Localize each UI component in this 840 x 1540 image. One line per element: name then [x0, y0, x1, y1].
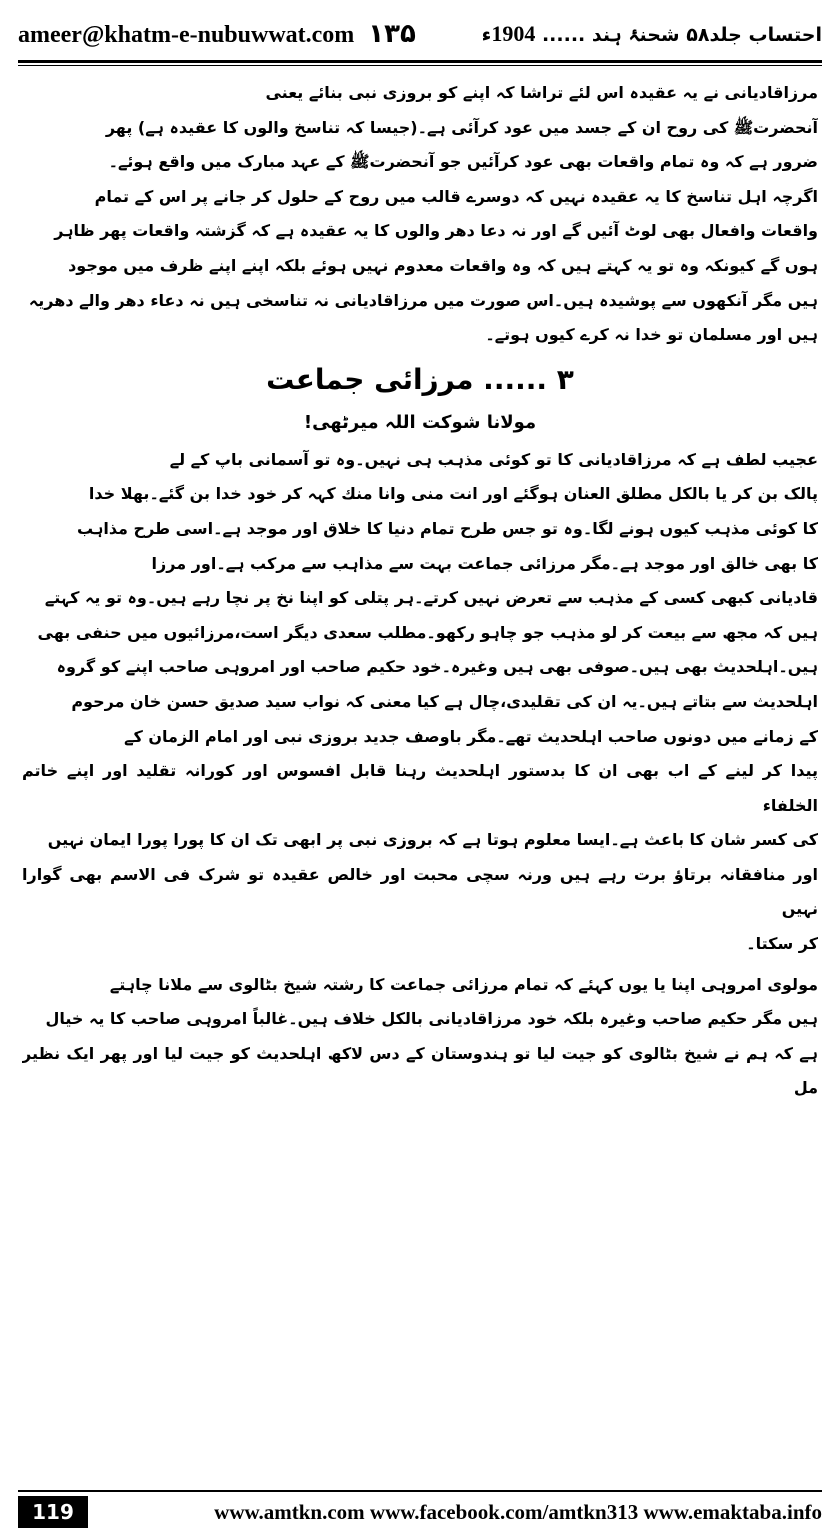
section-heading: ۳ ...... مرزائی جماعت: [266, 362, 574, 396]
text-line: قادیانی کبھی کسی کے مذہب سے تعرض نہیں کرتے۔ہر پتلی کو اپنا نخ پر نچا رہے ہیں۔وہ تو یہ کہتے: [44, 588, 818, 608]
text-line: عجیب لطف ہے کہ مرزاقادیانی کا تو کوئی مذہب ہی نہیں۔وہ تو آسمانی باپ کے لے: [169, 449, 818, 469]
footer-page-number: 119: [18, 1496, 88, 1528]
text-line: ہیں مگر حکیم صاحب وغیرہ بلکہ خود مرزاقادیانی بالکل خلاف ہیں۔غالباً امروہی صاحب کا یہ خیال: [45, 1009, 818, 1029]
text-line: اگرچہ اہل تناسخ کا یہ عقیدہ نہیں کہ دوسرے قالب میں روح کے حلول کر جانے پر اس کے تمام: [94, 186, 818, 206]
paragraph-3: [22, 968, 818, 1106]
text-line: مولوی امروہی اپنا یا یوں کہئے کہ تمام مرزائی جماعت کا رشتہ شیخ بٹالوی سے ملانا چاہتے: [109, 974, 818, 994]
header-left: [18, 19, 416, 49]
header-year-suffix: ء: [481, 24, 492, 46]
header-rule-thick: [18, 60, 822, 63]
text-line: ہوں گے کیونکہ وہ تو یہ کہتے ہیں کہ وہ واقعات معدوم نہیں ہوئے بلکہ اپنے اپنے ظرف میں موجود: [68, 255, 818, 275]
header-page-number: ۱۳۵: [368, 19, 416, 49]
text-line: کے زمانے میں دونوں صاحب اہلحدیث تھے۔مگر باوصف جدید بروزی نبی اور امام الزمان کے: [124, 726, 818, 746]
header-email: ameer@khatm-e-nubuwwat.com: [18, 22, 355, 48]
footer-rule: [18, 1490, 822, 1492]
text-line: کر سکتا۔: [746, 934, 818, 954]
text-line: ہے کہ ہم نے شیخ بٹالوی کو جیت لیا تو ہندوستان کے دس لاکھ اہلحدیث کو جیت لیا اور پھر ایک نظیر مل: [22, 1043, 818, 1098]
text-line: ہیں اور مسلمان تو خدا نہ کرے کیوں ہوتے۔: [485, 325, 818, 345]
header-book-title: [482, 21, 822, 47]
footer-urls: www.amtkn.com www.facebook.com/amtkn313 www.emaktaba.info: [214, 1499, 822, 1524]
section-author: مولانا شوکت اللہ میرٹھی!: [303, 411, 537, 433]
header-title: احتساب جلد۵۸ شحنۂ ہند ......: [535, 24, 822, 46]
paragraph-2: [22, 443, 818, 962]
page-header: [18, 14, 822, 54]
text-line: ہیں مگر آنکھوں سے پوشیدہ ہیں۔اس صورت میں مرزاقادیانی نہ تناسخی ہیں نہ دعاء دھر والے دھریہ: [28, 290, 818, 310]
text-line: واقعات وافعال بھی لوٹ آئیں گے اور نہ دعا دھر والوں کا یہ عقیدہ ہے کہ گزشتہ واقعات پھر ظاہر: [54, 221, 818, 241]
text-line: کی کسر شان کا باعث ہے۔ایسا معلوم ہوتا ہے کہ بروزی نبی پر ابھی تک ان کا پورا پورا ایمان نہیں: [47, 830, 818, 850]
header-rule-thin: [18, 65, 822, 66]
page-body: [22, 76, 818, 1456]
text-line: پالک بن کر یا بالکل مطلق العنان ہوگئے اور انت منی وانا منك کہہ کر خود خدا بن گئے۔بھلا خدا: [88, 484, 818, 504]
header-year: 1904: [491, 21, 536, 46]
text-line: ہیں کہ مجھ سے بیعت کر لو مذہب جو چاہو رکھو۔مطلب سعدی دیگر است،مرزائیوں میں حنفی بھی: [37, 622, 818, 642]
text-line: مرزاقادیانی نے یہ عقیدہ اس لئے تراشا کہ اپنے کو بروزی نبی بنائے یعنی: [265, 83, 818, 102]
text-line: پیدا کر لینے کے اب بھی ان کا بدستور اہلحدیث رہنا قابل افسوس اور کورانہ تقلید اور اپنے خاتم الخلفاء: [22, 761, 818, 815]
text-line: کا کوئی مذہب کیوں ہونے لگا۔وہ تو جس طرح تمام دنیا کا خلاق اور موجد ہے۔اسی طرح مذاہب: [77, 518, 818, 538]
text-line: ضرور ہے کہ وہ تمام واقعات بھی عود کرآئیں جو آنحضرتﷺ کے عہد مبارک میں واقع ہوئے۔: [108, 152, 818, 172]
text-line: آنحضرتﷺ کی روح ان کے جسد میں عود کرآئی ہے۔(جیسا کہ تناسخ والوں کا عقیدہ ہے) پھر: [105, 117, 818, 137]
paragraph-1: [22, 76, 818, 353]
text-line: ہیں۔اہلحدیث بھی ہیں۔صوفی بھی ہیں وغیرہ۔خود حکیم صاحب اور امروہی صاحب اپنے کو گروہ: [56, 657, 818, 677]
text-line: اہلحدیث سے بتاتے ہیں۔یہ ان کی تقلیدی،چال ہے کیا معنی کہ نواب سید صدیق حسن خان مرحوم: [71, 691, 818, 711]
text-line: کا بھی خالق اور موجد ہے۔مگر مرزائی جماعت بہت سے مذاہب سے مرکب ہے۔اور مرزا: [151, 553, 818, 573]
text-line: اور منافقانہ برتاؤ برت رہے ہیں ورنہ سچی محبت اور خالص عقیدہ تو شرک فی الاسم بھی گوارا نہیں: [22, 864, 818, 919]
page-footer: [18, 1490, 822, 1530]
